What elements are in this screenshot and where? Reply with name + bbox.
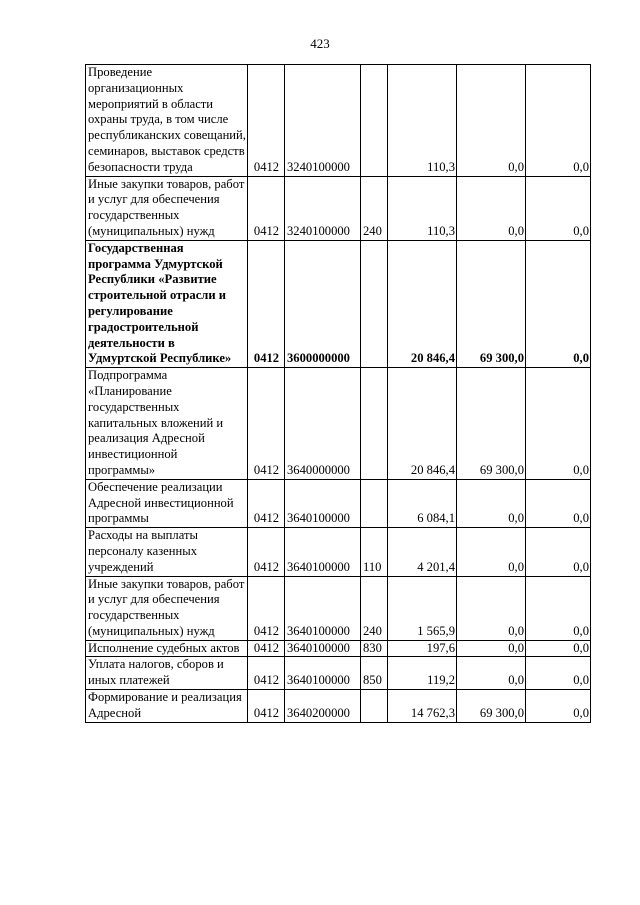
expense-type-cell: 240 [361,576,388,640]
expense-type-cell [361,240,388,367]
table-row [86,240,591,367]
table-row [86,176,591,240]
amount-year1-cell: 110,3 [388,65,457,177]
amount-year3-cell: 0,0 [526,528,591,576]
table-row [86,690,591,723]
section-code-cell: 0412 [248,176,285,240]
section-code-cell: 0412 [248,640,285,657]
target-article-cell: 3640100000 [285,576,361,640]
section-code-cell: 0412 [248,528,285,576]
table-row [86,368,591,480]
amount-year2-cell: 69 300,0 [457,240,526,367]
amount-year2-cell: 0,0 [457,176,526,240]
amount-year1-cell: 119,2 [388,657,457,690]
expense-type-cell: 110 [361,528,388,576]
amount-year3-cell: 0,0 [526,176,591,240]
row-name-cell: Обеспечение реализации Адресной инвестиционной программы [86,479,248,527]
expense-type-cell [361,479,388,527]
budget-table-body [86,65,591,723]
amount-year1-cell: 20 846,4 [388,368,457,480]
row-name-cell: Подпрограмма «Планирование государственных капитальных вложений и реализация Адресной инвестиционной программы» [86,368,248,480]
target-article-cell: 3240100000 [285,65,361,177]
target-article-cell: 3640000000 [285,368,361,480]
target-article-cell: 3640100000 [285,528,361,576]
amount-year1-cell: 6 084,1 [388,479,457,527]
row-name-cell: Иные закупки товаров, работ и услуг для обеспечения государственных (муниципальных) нужд [86,576,248,640]
amount-year3-cell: 0,0 [526,479,591,527]
row-name-cell: Формирование и реализация Адресной [86,690,248,723]
amount-year2-cell: 0,0 [457,528,526,576]
table-row [86,657,591,690]
table-row [86,528,591,576]
amount-year3-cell: 0,0 [526,657,591,690]
section-code-cell: 0412 [248,479,285,527]
target-article-cell: 3640200000 [285,690,361,723]
amount-year3-cell: 0,0 [526,576,591,640]
target-article-cell: 3640100000 [285,657,361,690]
section-code-cell: 0412 [248,690,285,723]
target-article-cell: 3640100000 [285,640,361,657]
expense-type-cell [361,65,388,177]
row-name-cell: Исполнение судебных актов [86,640,248,657]
row-name-cell: Проведение организационных мероприятий в области охраны труда, в том числе республиканских совещаний, семинаров, выставок средств безопасности труда [86,65,248,177]
expense-type-cell [361,368,388,480]
table-row [86,479,591,527]
row-name-cell: Государственная программа Удмуртской Республики «Развитие строительной отрасли и регулирование градостроительной деятельности в Удмуртской Республике» [86,240,248,367]
amount-year2-cell: 69 300,0 [457,690,526,723]
section-code-cell: 0412 [248,240,285,367]
target-article-cell: 3600000000 [285,240,361,367]
amount-year1-cell: 197,6 [388,640,457,657]
amount-year2-cell: 69 300,0 [457,368,526,480]
amount-year1-cell: 1 565,9 [388,576,457,640]
expense-type-cell: 850 [361,657,388,690]
amount-year3-cell: 0,0 [526,240,591,367]
table-row [86,576,591,640]
amount-year2-cell: 0,0 [457,657,526,690]
target-article-cell: 3240100000 [285,176,361,240]
page-number: 423 [310,36,330,51]
amount-year3-cell: 0,0 [526,368,591,480]
target-article-cell: 3640100000 [285,479,361,527]
amount-year1-cell: 20 846,4 [388,240,457,367]
expense-type-cell: 240 [361,176,388,240]
amount-year2-cell: 0,0 [457,65,526,177]
row-name-cell: Уплата налогов, сборов и иных платежей [86,657,248,690]
row-name-cell: Расходы на выплаты персоналу казенных учреждений [86,528,248,576]
section-code-cell: 0412 [248,65,285,177]
budget-table [85,64,591,723]
table-row [86,65,591,177]
amount-year2-cell: 0,0 [457,576,526,640]
row-name-cell: Иные закупки товаров, работ и услуг для обеспечения государственных (муниципальных) нужд [86,176,248,240]
expense-type-cell: 830 [361,640,388,657]
amount-year2-cell: 0,0 [457,479,526,527]
section-code-cell: 0412 [248,368,285,480]
expense-type-cell [361,690,388,723]
amount-year1-cell: 110,3 [388,176,457,240]
amount-year3-cell: 0,0 [526,65,591,177]
amount-year2-cell: 0,0 [457,640,526,657]
section-code-cell: 0412 [248,576,285,640]
amount-year3-cell: 0,0 [526,690,591,723]
amount-year1-cell: 4 201,4 [388,528,457,576]
amount-year1-cell: 14 762,3 [388,690,457,723]
table-row [86,640,591,657]
amount-year3-cell: 0,0 [526,640,591,657]
section-code-cell: 0412 [248,657,285,690]
